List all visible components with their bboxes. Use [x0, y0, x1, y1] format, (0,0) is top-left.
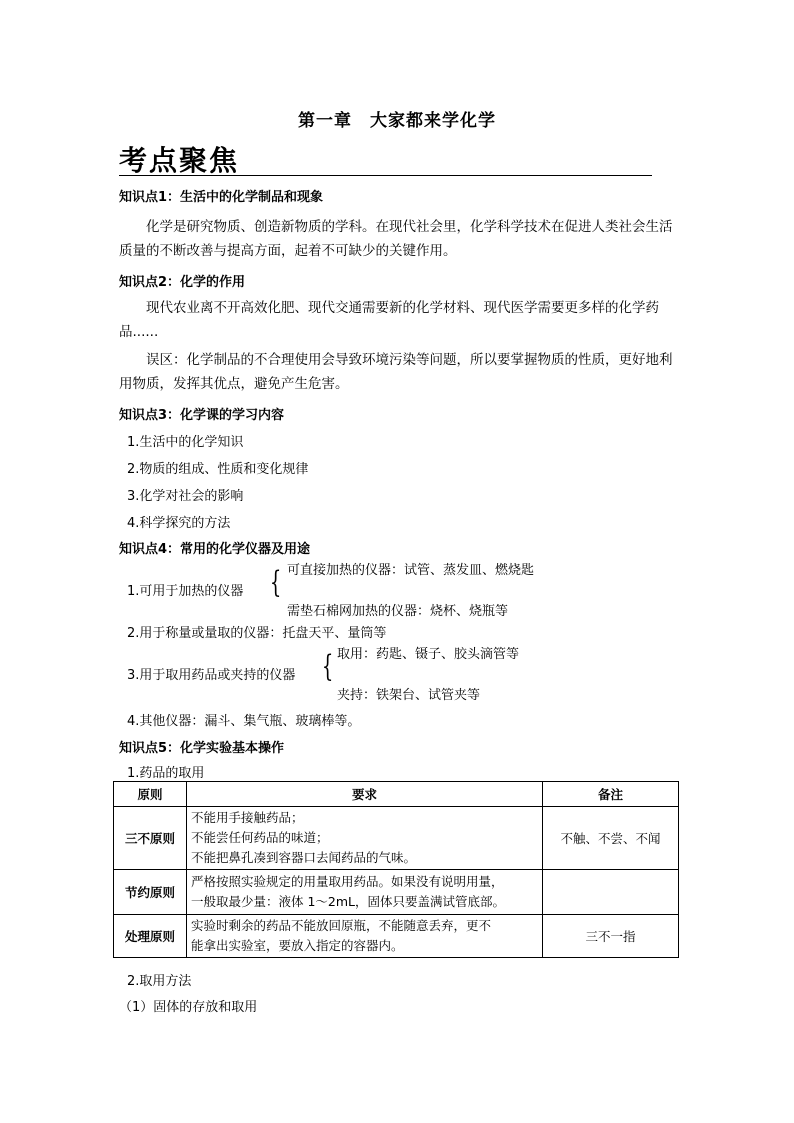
table-header-row [114, 782, 679, 807]
list-item: 2.物质的组成、性质和变化规律 [127, 462, 309, 477]
kp4-item3-label: 3.用于取用药品或夹持的仪器 [127, 668, 296, 683]
table-row [114, 807, 679, 870]
list-item: 3.化学对社会的影响 [127, 489, 244, 504]
principle-cell: 处理原则 [114, 915, 187, 958]
requirement-line: 一般取最少量：液体 1～2mL，固体只要盖满试管底部。 [191, 894, 506, 909]
principle-cell: 三不原则 [114, 807, 187, 870]
kp4-item1-a: 可直接加热的仪器：试管、蒸发皿、燃烧匙 [287, 563, 535, 578]
requirement-line: 不能尝任何药品的味道； [191, 830, 329, 845]
list-item: 4.科学探究的方法 [127, 516, 231, 531]
left-brace-icon: { [269, 565, 282, 600]
kp4-item3-b: 夹持：铁架台、试管夹等 [337, 688, 481, 703]
kp4-item2: 2.用于称量或量取的仪器：托盘天平、量筒等 [127, 626, 387, 641]
kp5-sub2-1: （1）固体的存放和取用 [119, 1000, 258, 1015]
note-cell: 不触、不尝、不闻 [543, 807, 679, 870]
table-header: 要求 [187, 782, 543, 807]
chapter-title: 第一章 大家都来学化学 [298, 111, 496, 131]
list-item: 1.生活中的化学知识 [127, 435, 244, 450]
table-header: 备注 [543, 782, 679, 807]
section-banner: 考点聚焦 [119, 144, 240, 177]
kp4-item1-b: 需垫石棉网加热的仪器：烧杯、烧瓶等 [287, 604, 509, 619]
requirement-line: 实验时剩余的药品不能放回原瓶，不能随意丢弃，更不 [191, 918, 492, 933]
kp4-item1-label: 1.可用于加热的仪器 [127, 584, 244, 599]
note-cell: 三不一指 [543, 915, 679, 958]
left-brace-icon: { [321, 649, 334, 684]
kp1-heading: 知识点1：生活中的化学制品和现象 [119, 190, 324, 205]
requirement-line: 严格按照实验规定的用量取用药品。如果没有说明用量， [191, 874, 504, 889]
table-row [114, 915, 679, 958]
requirement-line: 不能用手接触药品； [191, 810, 304, 825]
requirement-line: 不能把鼻孔凑到容器口去闻药品的气味。 [191, 850, 417, 865]
principle-cell: 节约原则 [114, 870, 187, 915]
kp2-text: 现代农业离不开高效化肥、现代交通需要新的化学材料、现代医学需要更多样的化学药品...... [119, 300, 659, 340]
kp5-sub2: 2.取用方法 [127, 974, 192, 989]
requirement-cell [187, 915, 543, 958]
kp2-warning: 误区：化学制品的不合理使用会导致环境污染等问题，所以要掌握物质的性质，更好地利用物质，发挥其优点，避免产生危害。 [119, 352, 673, 392]
requirement-line: 能拿出实验室，要放入指定的容器内。 [191, 938, 404, 953]
drug-handling-table [113, 781, 679, 958]
kp4-item3-a: 取用：药匙、镊子、胶头滴管等 [337, 647, 520, 662]
kp5-sub1: 1.药品的取用 [127, 766, 205, 781]
kp2-heading: 知识点2：化学的作用 [119, 275, 246, 290]
note-cell [543, 870, 679, 915]
requirement-cell [187, 870, 543, 915]
kp5-heading: 知识点5：化学实验基本操作 [119, 741, 285, 756]
kp3-heading: 知识点3：化学课的学习内容 [119, 408, 285, 423]
kp4-item4: 4.其他仪器：漏斗、集气瓶、玻璃棒等。 [127, 714, 361, 729]
banner-divider [119, 175, 652, 176]
requirement-cell [187, 807, 543, 870]
table-header: 原则 [114, 782, 187, 807]
table-row [114, 870, 679, 915]
kp1-text: 化学是研究物质、创造新物质的学科。在现代社会里，化学科学技术在促进人类社会生活质量的不断改善与提高方面，起着不可缺少的关键作用。 [119, 219, 673, 259]
kp4-heading: 知识点4：常用的化学仪器及用途 [119, 542, 311, 557]
